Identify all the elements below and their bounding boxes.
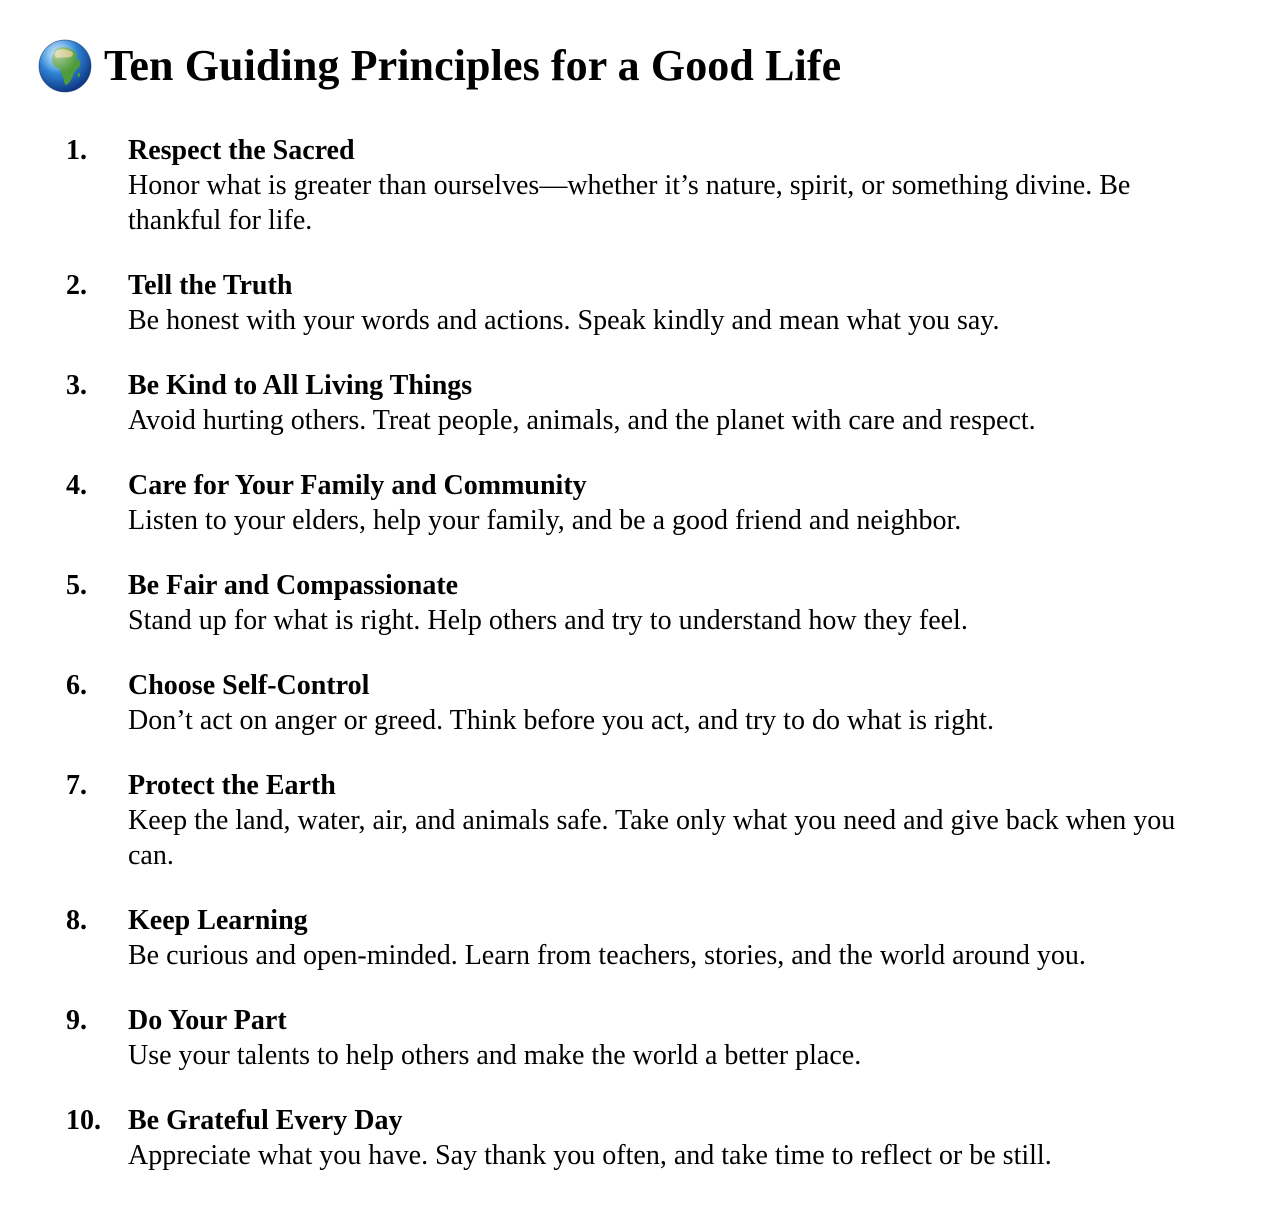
item-description: Listen to your elders, help your family, and be a good friend and neighbor. [128, 505, 962, 536]
title-row [38, 38, 841, 94]
list-item [0, 268, 1272, 338]
list-item [0, 368, 1272, 438]
item-description: Don’t act on anger or greed. Think before you act, and try to do what is right. [128, 705, 994, 736]
item-description: Be curious and open-minded. Learn from teachers, stories, and the world around you. [128, 940, 1086, 971]
item-number: 10. [66, 1105, 101, 1136]
item-heading: Care for Your Family and Community [128, 470, 587, 501]
item-number: 7. [66, 770, 87, 801]
page-title: Ten Guiding Principles for a Good Life [104, 41, 842, 90]
item-number: 1. [66, 135, 87, 166]
item-description: Avoid hurting others. Treat people, animals, and the planet with care and respect. [128, 405, 1036, 436]
item-heading: Be Grateful Every Day [128, 1105, 403, 1136]
list-item [0, 133, 1272, 238]
list-item [0, 1003, 1272, 1073]
list-item [0, 1103, 1272, 1173]
item-description: Stand up for what is right. Help others and try to understand how they feel. [128, 605, 968, 636]
list-item [0, 668, 1272, 738]
list-item [0, 568, 1272, 638]
item-number: 2. [66, 270, 87, 301]
list-item [0, 903, 1272, 973]
item-number: 4. [66, 470, 87, 501]
item-number: 5. [66, 570, 87, 601]
globe-icon [38, 39, 92, 93]
item-description: Honor what is greater than ourselves—whether it’s nature, spirit, or something divine. Be thankful for life. [128, 170, 1131, 236]
item-number: 6. [66, 670, 87, 701]
item-number: 9. [66, 1005, 87, 1036]
list-item [0, 468, 1272, 538]
item-heading: Be Kind to All Living Things [128, 370, 473, 401]
item-description: Be honest with your words and actions. Speak kindly and mean what you say. [128, 305, 1000, 336]
item-heading: Respect the Sacred [128, 135, 355, 166]
item-heading: Do Your Part [128, 1005, 287, 1036]
item-number: 8. [66, 905, 87, 936]
item-description: Appreciate what you have. Say thank you often, and take time to reflect or be still. [128, 1140, 1052, 1171]
principles-list [0, 133, 1272, 1203]
item-heading: Choose Self-Control [128, 670, 370, 701]
item-heading: Tell the Truth [128, 270, 293, 301]
item-description: Use your talents to help others and make the world a better place. [128, 1040, 862, 1071]
item-description: Keep the land, water, air, and animals safe. Take only what you need and give back when you can. [128, 805, 1176, 871]
item-number: 3. [66, 370, 87, 401]
item-heading: Be Fair and Compassionate [128, 570, 459, 601]
item-heading: Protect the Earth [128, 770, 336, 801]
item-heading: Keep Learning [128, 905, 308, 936]
list-item [0, 768, 1272, 873]
